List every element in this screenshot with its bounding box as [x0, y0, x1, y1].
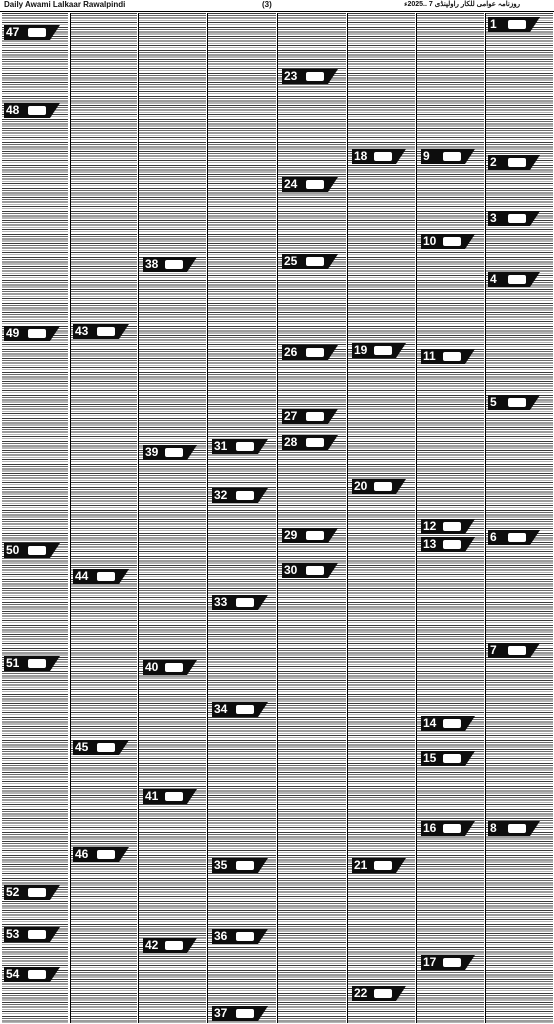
notice-number: 23: [284, 69, 298, 83]
notice-number: 21: [354, 858, 368, 872]
notice-tag: [282, 409, 328, 424]
notice-tag: [421, 519, 465, 534]
notice-tag: [282, 345, 328, 360]
notice-tag: [352, 858, 396, 873]
notice-number: 30: [284, 563, 298, 577]
text-block: [71, 13, 137, 1023]
notice-number: 12: [423, 519, 437, 533]
notice-tag: [4, 967, 50, 982]
notice-tag: [352, 986, 396, 1001]
notice-number: 26: [284, 345, 298, 359]
notice-tag: [282, 563, 328, 578]
notice-number: 38: [145, 257, 159, 271]
notice-number: 4: [490, 272, 497, 286]
notice-tag: [282, 435, 328, 450]
notice-number: 49: [6, 326, 20, 340]
notice-tag: [73, 569, 119, 584]
notice-number: 27: [284, 409, 298, 423]
notice-number: 14: [423, 716, 437, 730]
dateline: روزنامہ عوامی للکار راولپنڈی 7 ..2025ء: [404, 1, 520, 8]
notice-number: 2: [490, 155, 497, 169]
notice-tag: [212, 1006, 258, 1021]
notice-tag: [488, 395, 530, 410]
notice-number: 25: [284, 254, 298, 268]
notice-tag: [4, 103, 50, 118]
notice-number: 46: [75, 847, 89, 861]
notice-tag: [488, 155, 530, 170]
notice-number: 11: [423, 349, 436, 363]
notice-tag: [212, 595, 258, 610]
notice-column-5: [277, 13, 346, 1023]
notice-tag: [212, 929, 258, 944]
notice-number: 48: [6, 103, 20, 117]
notice-number: 15: [423, 751, 437, 765]
notice-tag: [488, 821, 530, 836]
notice-number: 50: [6, 543, 20, 557]
notice-tag: [282, 254, 328, 269]
text-block: [278, 13, 346, 1023]
notice-tag: [421, 234, 465, 249]
notice-number: 41: [145, 789, 159, 803]
notice-tag: [4, 656, 50, 671]
notice-tag: [4, 25, 50, 40]
notice-number: 32: [214, 488, 228, 502]
notice-column-3: [138, 13, 206, 1023]
notice-number: 54: [6, 967, 20, 981]
notice-number: 51: [6, 656, 20, 670]
notice-column-8: [485, 13, 553, 1023]
notice-tag: [421, 716, 465, 731]
notice-number: 39: [145, 445, 159, 459]
notice-column-4: [207, 13, 276, 1023]
notice-number: 3: [490, 211, 497, 225]
notice-column-7: [416, 13, 484, 1023]
notice-number: 35: [214, 858, 228, 872]
notice-number: 1: [490, 17, 497, 31]
notice-tag: [352, 479, 396, 494]
notice-number: 19: [354, 343, 368, 357]
notice-tag: [421, 821, 465, 836]
notice-tag: [4, 927, 50, 942]
notice-number: 45: [75, 740, 89, 754]
notice-tag: [282, 177, 328, 192]
notice-tag: [212, 439, 258, 454]
notice-number: 53: [6, 927, 20, 941]
notice-number: 6: [490, 530, 497, 544]
notice-number: 10: [423, 234, 437, 248]
notice-column-2: [70, 13, 137, 1023]
notice-tag: [73, 324, 119, 339]
notice-tag: [4, 326, 50, 341]
notice-number: 28: [284, 435, 298, 449]
notice-number: 8: [490, 821, 497, 835]
notice-number: 13: [423, 537, 437, 551]
notice-tag: [488, 211, 530, 226]
notice-number: 29: [284, 528, 298, 542]
notice-number: 17: [423, 955, 437, 969]
notice-number: 40: [145, 660, 159, 674]
notice-tag: [421, 349, 465, 364]
notice-tag: [212, 488, 258, 503]
text-block: [2, 13, 68, 1023]
notice-tag: [488, 272, 530, 287]
notice-column-1: [2, 13, 68, 1023]
notice-number: 52: [6, 885, 20, 899]
notice-number: 37: [214, 1006, 228, 1020]
page-number: (3): [262, 0, 272, 9]
notice-tag: [421, 537, 465, 552]
notice-tag: [143, 445, 187, 460]
notice-number: 16: [423, 821, 437, 835]
notice-tag: [352, 149, 396, 164]
notice-tag: [73, 740, 119, 755]
notice-tag: [421, 149, 465, 164]
notice-tag: [488, 643, 530, 658]
notice-number: 33: [214, 595, 228, 609]
notice-tag: [488, 17, 530, 32]
notice-tag: [282, 528, 328, 543]
notice-tag: [212, 858, 258, 873]
paper-name: Daily Awami Lalkaar Rawalpindi: [4, 0, 126, 9]
notice-number: 20: [354, 479, 368, 493]
notice-tag: [143, 660, 187, 675]
notice-tag: [143, 938, 187, 953]
notice-number: 7: [490, 643, 497, 657]
notice-number: 47: [6, 25, 20, 39]
notice-tag: [421, 751, 465, 766]
notice-tag: [143, 257, 187, 272]
notice-number: 34: [214, 702, 228, 716]
text-block: [139, 13, 206, 1023]
notice-tag: [143, 789, 187, 804]
notice-tag: [488, 530, 530, 545]
notice-tag: [4, 543, 50, 558]
notice-number: 36: [214, 929, 228, 943]
notice-number: 18: [354, 149, 368, 163]
notice-tag: [352, 343, 396, 358]
notice-column-6: [347, 13, 415, 1023]
text-block: [417, 13, 484, 1023]
notice-tag: [73, 847, 119, 862]
notice-number: 43: [75, 324, 89, 338]
notice-number: 5: [490, 395, 497, 409]
notice-tag: [4, 885, 50, 900]
notice-tag: [212, 702, 258, 717]
notice-number: 22: [354, 986, 368, 1000]
notice-number: 31: [214, 439, 228, 453]
notice-tag: [421, 955, 465, 970]
notice-tag: [282, 69, 328, 84]
notice-number: 9: [423, 149, 430, 163]
masthead-rule: [0, 11, 554, 12]
notice-number: 42: [145, 938, 159, 952]
notice-number: 44: [75, 569, 89, 583]
notice-number: 24: [284, 177, 298, 191]
